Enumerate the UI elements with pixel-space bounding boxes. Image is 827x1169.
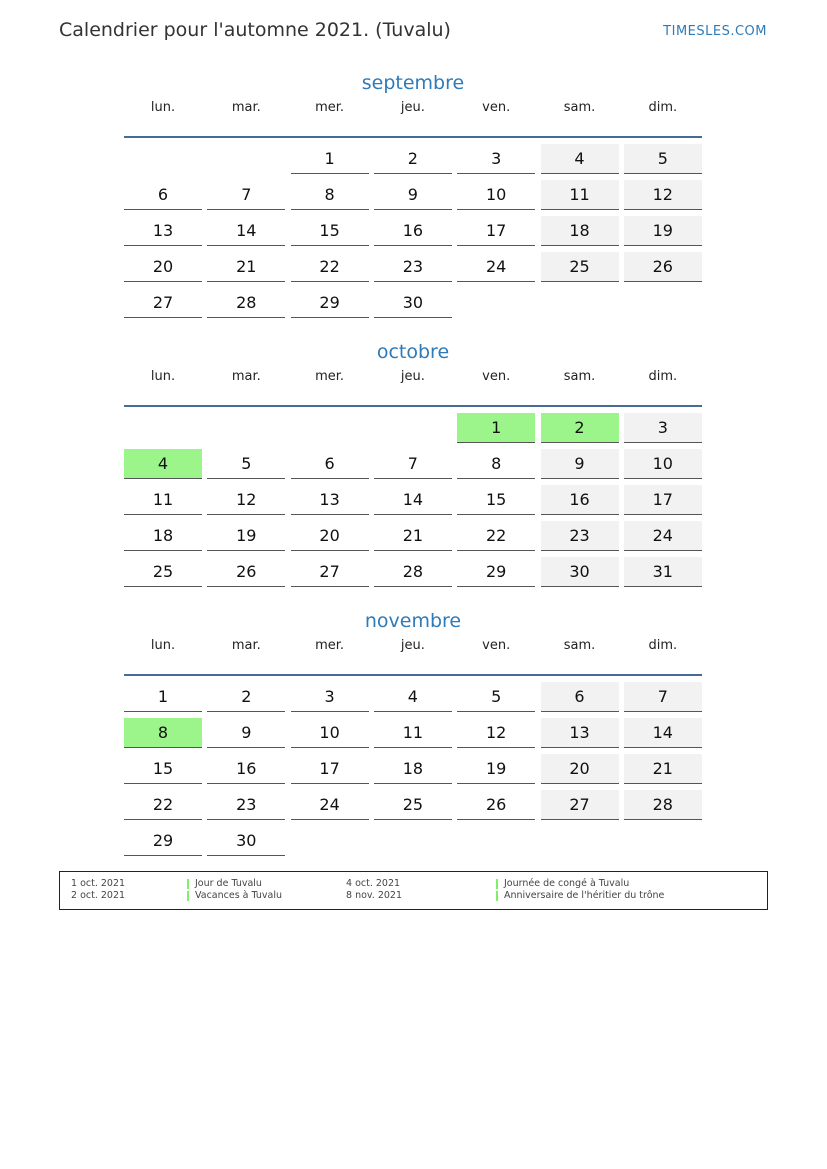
day-cell: 9: [374, 180, 452, 210]
weekday-label: sam.: [563, 369, 596, 384]
holiday-day-cell: 8: [124, 718, 202, 748]
day-cell: 15: [457, 485, 535, 515]
day-cell: 15: [124, 754, 202, 784]
day-cell: 16: [207, 754, 285, 784]
day-cell: 26: [207, 557, 285, 587]
day-cell: 11: [374, 718, 452, 748]
day-cell: 26: [457, 790, 535, 820]
day-cell: 19: [207, 521, 285, 551]
month-title: septembre: [361, 72, 465, 94]
day-cell: 17: [624, 485, 702, 515]
day-cell: 27: [541, 790, 619, 820]
day-cell: 12: [457, 718, 535, 748]
day-cell: 23: [207, 790, 285, 820]
day-cell: 17: [291, 754, 369, 784]
weekday-header: [124, 100, 702, 122]
day-cell: 4: [541, 144, 619, 174]
day-cell: 21: [624, 754, 702, 784]
weekday-label: ven.: [482, 100, 511, 115]
holiday-color-marker: [187, 891, 189, 901]
day-cell: 19: [457, 754, 535, 784]
day-cell: 24: [624, 521, 702, 551]
month-title: novembre: [364, 610, 462, 632]
legend-label: Vacances à Tuvalu: [195, 890, 283, 901]
day-cell: 5: [624, 144, 702, 174]
month-novembre: [124, 608, 702, 850]
day-cell: 6: [124, 180, 202, 210]
weekday-label: dim.: [648, 369, 678, 384]
day-cell: 13: [291, 485, 369, 515]
day-cell: 26: [624, 252, 702, 282]
day-cell: 5: [457, 682, 535, 712]
weekday-label: ven.: [482, 369, 511, 384]
day-cell: 22: [291, 252, 369, 282]
day-cell: 17: [457, 216, 535, 246]
day-cell: 7: [624, 682, 702, 712]
legend-date: 1 oct. 2021: [71, 878, 126, 889]
day-cell: 31: [624, 557, 702, 587]
day-cell: 7: [207, 180, 285, 210]
weekday-label: sam.: [563, 638, 596, 653]
day-cell: 16: [374, 216, 452, 246]
day-cell: 21: [207, 252, 285, 282]
day-cell: 4: [374, 682, 452, 712]
weekday-label: dim.: [648, 638, 678, 653]
legend-date: 4 oct. 2021: [346, 878, 401, 889]
day-cell: 3: [291, 682, 369, 712]
holiday-day-cell: 4: [124, 449, 202, 479]
day-cell: 23: [374, 252, 452, 282]
day-cell: 24: [291, 790, 369, 820]
day-cell: 11: [124, 485, 202, 515]
day-cell: 12: [624, 180, 702, 210]
header-divider: [124, 405, 702, 407]
legend-label: Jour de Tuvalu: [195, 878, 262, 889]
day-cell: 1: [124, 682, 202, 712]
day-cell: 10: [624, 449, 702, 479]
holiday-day-cell: 2: [541, 413, 619, 443]
day-cell: 29: [457, 557, 535, 587]
weekday-label: lun.: [150, 100, 176, 115]
day-cell: 28: [624, 790, 702, 820]
month-septembre: [124, 70, 702, 312]
day-cell: 11: [541, 180, 619, 210]
day-cell: 3: [624, 413, 702, 443]
weekday-label: mar.: [231, 100, 261, 115]
day-cell: 22: [124, 790, 202, 820]
day-cell: 20: [291, 521, 369, 551]
day-cell: 25: [541, 252, 619, 282]
day-cell: 1: [291, 144, 369, 174]
day-cell: 7: [374, 449, 452, 479]
month-octobre: [124, 339, 702, 581]
day-cell: 15: [291, 216, 369, 246]
holiday-day-cell: 1: [457, 413, 535, 443]
day-cell: 24: [457, 252, 535, 282]
legend-label: Journée de congé à Tuvalu: [504, 878, 630, 889]
day-cell: 27: [124, 288, 202, 318]
holiday-legend: [59, 871, 768, 910]
day-cell: 16: [541, 485, 619, 515]
day-cell: 14: [624, 718, 702, 748]
day-cell: 6: [541, 682, 619, 712]
weekday-label: jeu.: [400, 100, 425, 115]
weekday-label: lun.: [150, 638, 176, 653]
day-cell: 5: [207, 449, 285, 479]
header-divider: [124, 674, 702, 676]
day-cell: 10: [457, 180, 535, 210]
day-cell: 18: [124, 521, 202, 551]
weekday-header: [124, 638, 702, 660]
day-cell: 2: [207, 682, 285, 712]
day-cell: 18: [374, 754, 452, 784]
day-cell: 22: [457, 521, 535, 551]
day-cell: 20: [541, 754, 619, 784]
day-cell: 30: [541, 557, 619, 587]
day-cell: 29: [291, 288, 369, 318]
weekday-header: [124, 369, 702, 391]
day-cell: 2: [374, 144, 452, 174]
brand-link[interactable]: TIMESLES.COM: [663, 24, 767, 39]
day-cell: 12: [207, 485, 285, 515]
day-cell: 25: [374, 790, 452, 820]
day-cell: 3: [457, 144, 535, 174]
weekday-label: jeu.: [400, 369, 425, 384]
weekday-label: mer.: [315, 100, 345, 115]
weekday-label: mar.: [231, 369, 261, 384]
day-cell: 23: [541, 521, 619, 551]
day-cell: 27: [291, 557, 369, 587]
weekday-label: dim.: [648, 100, 678, 115]
day-cell: 13: [541, 718, 619, 748]
day-cell: 25: [124, 557, 202, 587]
weekday-label: mar.: [231, 638, 261, 653]
day-cell: 30: [207, 826, 285, 856]
day-cell: 20: [124, 252, 202, 282]
weekday-label: jeu.: [400, 638, 425, 653]
holiday-color-marker: [496, 879, 498, 889]
day-cell: 9: [541, 449, 619, 479]
day-cell: 9: [207, 718, 285, 748]
day-cell: 14: [207, 216, 285, 246]
day-cell: 18: [541, 216, 619, 246]
day-cell: 29: [124, 826, 202, 856]
header-divider: [124, 136, 702, 138]
day-cell: 13: [124, 216, 202, 246]
day-cell: 28: [374, 557, 452, 587]
weekday-label: mer.: [315, 369, 345, 384]
page-title: Calendrier pour l'automne 2021. (Tuvalu): [59, 19, 451, 41]
day-cell: 8: [457, 449, 535, 479]
holiday-color-marker: [496, 891, 498, 901]
holiday-color-marker: [187, 879, 189, 889]
day-cell: 10: [291, 718, 369, 748]
legend-date: 2 oct. 2021: [71, 890, 126, 901]
day-cell: 8: [291, 180, 369, 210]
legend-date: 8 nov. 2021: [346, 890, 402, 901]
day-cell: 30: [374, 288, 452, 318]
weekday-label: lun.: [150, 369, 176, 384]
month-title: octobre: [376, 341, 450, 363]
day-cell: 6: [291, 449, 369, 479]
day-cell: 14: [374, 485, 452, 515]
day-cell: 28: [207, 288, 285, 318]
day-cell: 21: [374, 521, 452, 551]
legend-label: Anniversaire de l'héritier du trône: [504, 890, 665, 901]
weekday-label: mer.: [315, 638, 345, 653]
day-cell: 19: [624, 216, 702, 246]
weekday-label: ven.: [482, 638, 511, 653]
weekday-label: sam.: [563, 100, 596, 115]
